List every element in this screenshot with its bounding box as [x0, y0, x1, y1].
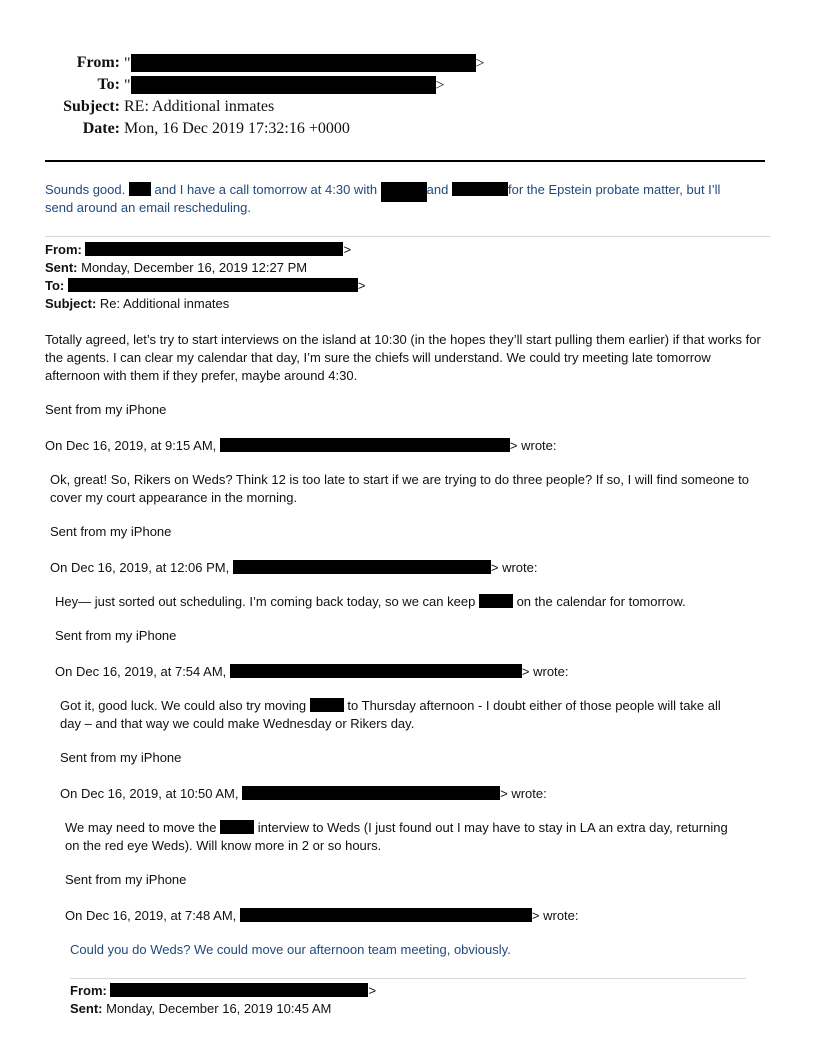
- redaction-bar: [131, 76, 436, 94]
- from-label: From:: [76, 54, 120, 71]
- q3-intro-text: On Dec 16, 2019, at 7:54 AM,: [55, 664, 227, 679]
- msg1-from-label: From:: [45, 242, 82, 257]
- q5-intro: [65, 907, 579, 925]
- q2-signature: Sent from my iPhone: [55, 628, 177, 643]
- message-divider: [45, 236, 770, 237]
- q2-intro-text: On Dec 16, 2019, at 12:06 PM,: [50, 560, 230, 575]
- redaction-bar: [220, 438, 510, 452]
- angle-bracket: >: [357, 278, 366, 293]
- redaction-bar: [381, 182, 427, 202]
- subject-label: Subject:: [63, 98, 120, 115]
- quote-mark: ": [124, 55, 131, 72]
- header-divider: [45, 160, 765, 162]
- q1-intro-text: On Dec 16, 2019, at 9:15 AM,: [45, 438, 217, 453]
- q1-body: Ok, great! So, Rikers on Weds? Think 12 is too late to start if we are trying to do three people? If so, I will find someone to cover my court appearance in the morning.: [50, 472, 749, 505]
- redaction-bar: [242, 786, 500, 800]
- quote-mark: ": [124, 77, 131, 94]
- redaction-bar: [85, 242, 343, 256]
- q4-body-text: interview to Weds (I just found out I may have to stay in LA an extra day, returning: [257, 820, 728, 835]
- reply-line-2: send around an email rescheduling.: [45, 200, 251, 215]
- msg1-sent: [45, 259, 307, 277]
- q5-from: [70, 982, 376, 1000]
- redaction-bar: [479, 594, 513, 608]
- to-value: [124, 76, 445, 95]
- redaction-bar: [230, 664, 522, 678]
- redaction-bar: [68, 278, 358, 292]
- q2-body: [55, 593, 686, 611]
- q5-sent-label: Sent:: [70, 1001, 103, 1016]
- q2-body-text: on the calendar for tomorrow.: [516, 594, 686, 609]
- q5-from-label: From:: [70, 983, 107, 998]
- q4-intro-text: > wrote:: [500, 786, 547, 801]
- angle-bracket: >: [343, 242, 352, 257]
- reply-text: Sounds good.: [45, 182, 126, 197]
- date-value: Mon, 16 Dec 2019 17:32:16 +0000: [124, 120, 350, 137]
- q4-body-line-1: [65, 819, 728, 837]
- msg1-sent-label: Sent:: [45, 260, 78, 275]
- redaction-bar: [131, 54, 476, 72]
- q4-body-text: We may need to move the: [65, 820, 217, 835]
- q3-body-text: Got it, good luck. We could also try moving: [60, 698, 307, 713]
- msg1-subject: [45, 295, 229, 313]
- q4-intro-text: On Dec 16, 2019, at 10:50 AM,: [60, 786, 239, 801]
- q5-body: Could you do Weds? We could move our afternoon team meeting, obviously.: [70, 942, 511, 957]
- redaction-bar: [452, 182, 508, 196]
- redaction-bar: [240, 908, 532, 922]
- msg1-to: [45, 277, 365, 295]
- subject-value: RE: Additional inmates: [124, 98, 275, 115]
- to-label: To:: [97, 76, 120, 93]
- redaction-bar: [233, 560, 491, 574]
- q1-intro-text: > wrote:: [509, 438, 557, 453]
- redaction-bar: [110, 983, 368, 997]
- message-divider: [70, 978, 746, 979]
- q3-body-text: to Thursday afternoon - I doubt either of those people will take all: [347, 698, 721, 713]
- q3-body-line-2: day – and that way we could make Wednesday or Rikers day.: [60, 716, 415, 731]
- q3-body-line-1: [60, 697, 721, 715]
- q5-intro-text: > wrote:: [531, 908, 579, 923]
- reply-text: and I have a call tomorrow at 4:30 with: [154, 182, 378, 197]
- q5-sent-value: Monday, December 16, 2019 10:45 AM: [106, 1001, 332, 1016]
- msg1-from: [45, 241, 351, 259]
- redaction-bar: [129, 182, 151, 196]
- q5-sent: [70, 1000, 331, 1018]
- msg1-subject-label: Subject:: [45, 296, 97, 311]
- q4-intro: [60, 785, 547, 803]
- from-value: [124, 54, 485, 73]
- q2-body-text: Hey— just sorted out scheduling. I’m coming back today, so we can keep: [55, 594, 476, 609]
- angle-bracket: >: [475, 55, 485, 72]
- date-label: Date:: [82, 120, 120, 137]
- q3-intro-text: > wrote:: [521, 664, 569, 679]
- reply-text: and: [426, 182, 449, 197]
- redaction-bar: [220, 820, 254, 834]
- msg1-subject-value: Re: Additional inmates: [99, 296, 230, 311]
- q4-signature: Sent from my iPhone: [65, 872, 187, 887]
- angle-bracket: >: [435, 77, 445, 94]
- q2-intro-text: > wrote:: [490, 560, 538, 575]
- q3-signature: Sent from my iPhone: [60, 750, 182, 765]
- q3-intro: [55, 663, 569, 681]
- msg1-body: Totally agreed, let’s try to start interviews on the island at 10:30 (in the hopes they’ll start pulling them earlier) if that works for the agents. I can clear my calendar that day, I’m sure the chiefs will understand. We could try meeting late tomorrow afternoon with them if they prefer, maybe around 4:30.: [45, 332, 761, 383]
- q5-intro-text: On Dec 16, 2019, at 7:48 AM,: [65, 908, 237, 923]
- q4-body-line-2: on the red eye Weds). Will know more in 2 or so hours.: [65, 838, 382, 853]
- angle-bracket: >: [368, 983, 377, 998]
- reply-text: for the Epstein probate matter, but I’ll: [508, 182, 721, 197]
- msg1-sent-value: Monday, December 16, 2019 12:27 PM: [81, 260, 308, 275]
- msg1-signature: Sent from my iPhone: [45, 402, 167, 417]
- q1-signature: Sent from my iPhone: [50, 524, 172, 539]
- redaction-bar: [310, 698, 344, 712]
- q1-intro: [45, 437, 557, 455]
- q2-intro: [50, 559, 537, 577]
- msg1-to-label: To:: [45, 278, 65, 293]
